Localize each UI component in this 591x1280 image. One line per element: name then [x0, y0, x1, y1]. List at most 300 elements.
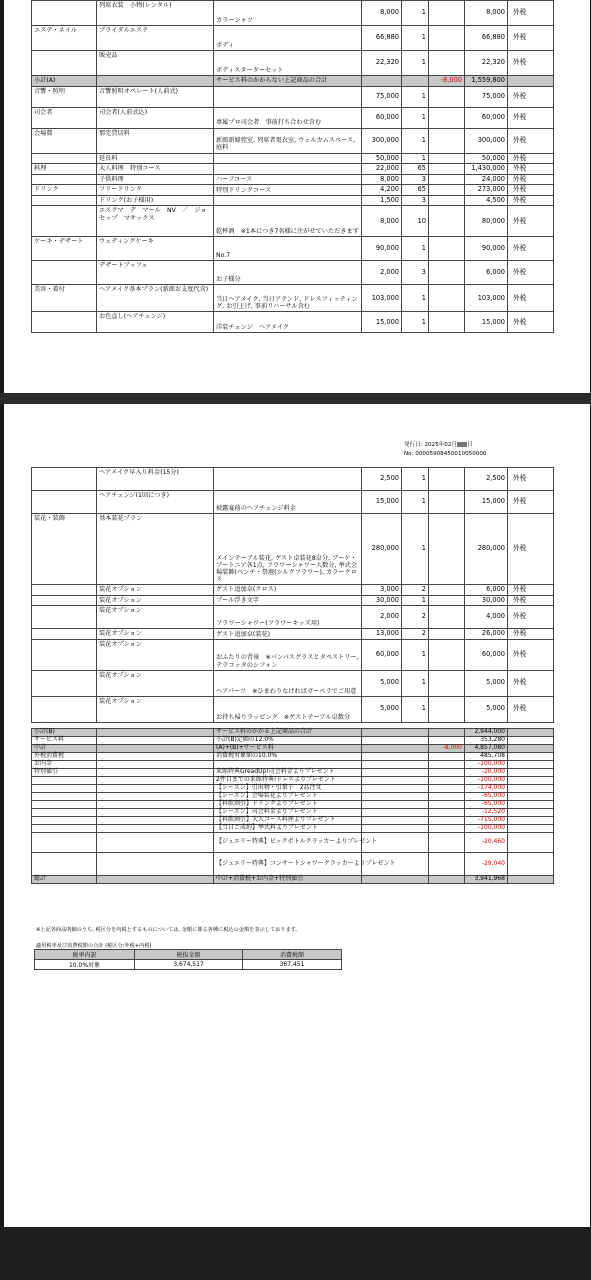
adjustment-cell — [429, 595, 465, 606]
description-cell: 洋装チェンジ ヘアメイク — [214, 312, 362, 333]
summary-spacer-cell — [508, 876, 554, 884]
category-cell — [32, 629, 97, 640]
line-item-row — [32, 261, 554, 285]
summary-adjustment-cell — [429, 817, 465, 825]
quantity-cell: 1 — [402, 237, 429, 261]
tax-type-cell: 外税 — [508, 153, 554, 164]
tax-type-cell: 外税 — [508, 26, 554, 51]
category-cell — [32, 174, 97, 185]
quantity-cell: 1 — [402, 51, 429, 76]
summary-label-cell — [32, 809, 97, 817]
summary-label-cell — [32, 793, 97, 801]
unit-price-cell: 15,000 — [362, 491, 402, 514]
description-cell: サービス料のかからない上記商品の合計 — [214, 76, 362, 87]
summary-row — [32, 753, 554, 761]
quantity-cell: 2 — [402, 629, 429, 640]
description-cell — [214, 86, 362, 107]
summary-amount-cell: -65,000 — [465, 793, 508, 801]
adjustment-cell — [429, 468, 465, 491]
unit-price-cell: 75,000 — [362, 86, 402, 107]
quantity-cell: 1 — [402, 285, 429, 312]
summary-description-cell: 【ジュエリー特典】コンサートシャワークラッカーよりプレゼント — [214, 853, 362, 876]
category-cell: 会場費 — [32, 128, 97, 153]
tax-summary-table — [34, 949, 342, 970]
tax-type-cell: 外税 — [508, 670, 554, 696]
amount-cell: 30,000 — [465, 595, 508, 606]
description-cell: ボディ — [214, 26, 362, 51]
summary-spacer-cell — [97, 801, 214, 809]
quantity-cell: 1 — [402, 86, 429, 107]
line-item-row — [32, 185, 554, 196]
category-cell — [32, 1, 97, 26]
unit-price-cell: 103,000 — [362, 285, 402, 312]
summary-adjustment-cell — [429, 729, 465, 737]
tax-header-rate: 税率内訳 — [35, 950, 135, 960]
summary-description-cell: (A)+(B)+サービス料 — [214, 745, 362, 753]
summary-spacer-cell — [508, 817, 554, 825]
amount-cell: 50,000 — [465, 153, 508, 164]
item-cell: デザートブッフェ — [97, 261, 214, 285]
summary-description-cell: 来館特典GreadUp!司会料金よりプレゼント — [214, 769, 362, 777]
summary-spacer-cell — [508, 853, 554, 876]
description-cell: 当日ヘアメイク, 当日アテンド, ドレスフィッティング, お引上げ, 事前リハーサル含む — [214, 285, 362, 312]
quantity-cell: 1 — [402, 491, 429, 514]
summary-amount-cell: -100,000 — [465, 825, 508, 833]
summary-amount-cell: 353,280 — [465, 737, 508, 745]
amount-cell: 60,000 — [465, 639, 508, 670]
summary-amount-cell: -65,000 — [465, 801, 508, 809]
line-item-row — [32, 629, 554, 640]
summary-adjustment-cell — [429, 825, 465, 833]
line-item-row — [32, 491, 554, 514]
summary-adjustment-cell — [429, 785, 465, 793]
summary-description-cell: 小計(B)定価の12.0% — [214, 737, 362, 745]
summary-spacer-cell — [508, 825, 554, 833]
summary-spacer-cell — [508, 745, 554, 753]
description-cell — [214, 164, 362, 175]
document-number: No: 00005908450010050000 — [404, 450, 487, 457]
unit-price-cell: 22,000 — [362, 164, 402, 175]
line-item-row — [32, 128, 554, 153]
summary-adjustment-cell — [429, 853, 465, 876]
item-cell: 延長料 — [97, 153, 214, 164]
summary-adjustment-cell — [429, 769, 465, 777]
category-cell — [32, 639, 97, 670]
summary-spacer-cell — [508, 769, 554, 777]
unit-price-cell: 60,000 — [362, 639, 402, 670]
summary-spacer-cell — [362, 809, 429, 817]
tax-type-cell: 外税 — [508, 514, 554, 585]
unit-price-cell: 300,000 — [362, 128, 402, 153]
summary-table — [31, 728, 554, 884]
unit-price-cell: 22,320 — [362, 51, 402, 76]
adjustment-cell — [429, 174, 465, 185]
adjustment-cell: -8,000 — [429, 76, 465, 87]
summary-spacer-cell — [97, 785, 214, 793]
unit-price-cell — [362, 76, 402, 87]
line-item-row — [32, 195, 554, 206]
summary-spacer-cell — [97, 745, 214, 753]
item-cell: 大人料理 特別コース — [97, 164, 214, 175]
unit-price-cell: 3,000 — [362, 585, 402, 596]
category-cell — [32, 206, 97, 237]
line-item-row — [32, 670, 554, 696]
summary-spacer-cell — [97, 761, 214, 769]
item-cell: 装花オプション — [97, 670, 214, 696]
summary-row — [32, 876, 554, 884]
category-cell — [32, 585, 97, 596]
summary-spacer-cell — [97, 809, 214, 817]
footnote: ※上記各商品明細のうち, 税区分を内税とするものについては, 金額に係る各種に税込の金額を表示しております。 — [36, 927, 301, 933]
summary-spacer-cell — [508, 737, 554, 745]
item-cell: 装花オプション — [97, 696, 214, 722]
summary-description-cell: サービス料のかかる上記商品の合計 — [214, 729, 362, 737]
summary-spacer-cell — [97, 817, 214, 825]
unit-price-cell: 8,000 — [362, 206, 402, 237]
description-cell: 乾杯酒 ※1本につき7名様に注がせていただきます — [214, 206, 362, 237]
summary-label-cell: 外税消費税 — [32, 753, 97, 761]
item-cell: 音響照明オペレート(人前式) — [97, 86, 214, 107]
description-cell: ヘアパーツ ※ひまわりなければガーベラでご用意 — [214, 670, 362, 696]
summary-spacer-cell — [362, 753, 429, 761]
unit-price-cell: 1,500 — [362, 195, 402, 206]
tax-rate-value: 10.0%対象 — [35, 960, 135, 970]
category-cell: 司会者 — [32, 107, 97, 128]
tax-type-cell: 外税 — [508, 128, 554, 153]
quantity-cell: 3 — [402, 174, 429, 185]
category-cell — [32, 468, 97, 491]
summary-amount-cell: -100,000 — [465, 777, 508, 785]
summary-spacer-cell — [362, 876, 429, 884]
description-cell: 特別ドリンクコース — [214, 185, 362, 196]
summary-adjustment-cell: -8,000 — [429, 745, 465, 753]
item-cell: エスクマ デ マール NV ／ ジョセップ マサックス — [97, 206, 214, 237]
summary-spacer-cell — [508, 729, 554, 737]
amount-cell: 4,500 — [465, 195, 508, 206]
summary-spacer-cell — [508, 753, 554, 761]
quantity-cell: 1 — [402, 696, 429, 722]
line-item-row — [32, 585, 554, 596]
line-item-row — [32, 51, 554, 76]
item-cell: 列席衣装 小物(レンタル) — [97, 1, 214, 26]
quantity-cell: 1 — [402, 1, 429, 26]
unit-price-cell: 30,000 — [362, 595, 402, 606]
summary-spacer-cell — [97, 777, 214, 785]
amount-cell: 273,000 — [465, 185, 508, 196]
summary-spacer-cell — [508, 785, 554, 793]
amount-cell: 1,559,800 — [465, 76, 508, 87]
category-cell — [32, 606, 97, 629]
quantity-cell: 1 — [402, 514, 429, 585]
quantity-cell: 1 — [402, 595, 429, 606]
item-cell — [97, 76, 214, 87]
unit-price-cell: 5,000 — [362, 670, 402, 696]
summary-spacer-cell — [508, 793, 554, 801]
summary-row — [32, 853, 554, 876]
summary-spacer-cell — [362, 793, 429, 801]
amount-cell: 6,000 — [465, 585, 508, 596]
amount-cell: 26,000 — [465, 629, 508, 640]
unit-price-cell: 66,880 — [362, 26, 402, 51]
tax-amount-value: 367,451 — [243, 960, 342, 970]
adjustment-cell — [429, 195, 465, 206]
description-cell: ゲスト追加卓(装花) — [214, 629, 362, 640]
line-item-row — [32, 86, 554, 107]
summary-description-cell: 【料飲割引】大人コース料理よりプレゼント — [214, 817, 362, 825]
invoice-table-page-1 — [31, 0, 554, 333]
tax-summary-title: 適用税率及び消費税額の合計 (税区分:外税+内税) — [36, 943, 152, 949]
description-cell: 披露宴前のヘアチェンジ料金 — [214, 491, 362, 514]
item-cell: 装花オプション — [97, 639, 214, 670]
amount-cell: 280,000 — [465, 514, 508, 585]
summary-spacer-cell — [97, 793, 214, 801]
summary-spacer-cell — [362, 785, 429, 793]
item-cell: 販売品 — [97, 51, 214, 76]
unit-price-cell: 8,000 — [362, 174, 402, 185]
line-item-row — [32, 26, 554, 51]
category-cell: ドリンク — [32, 185, 97, 196]
tax-type-cell: 外税 — [508, 164, 554, 175]
category-cell — [32, 696, 97, 722]
tax-type-cell: 外税 — [508, 107, 554, 128]
summary-label-cell: 小計(B) — [32, 729, 97, 737]
quantity-cell: 1 — [402, 153, 429, 164]
tax-type-cell: 外税 — [508, 185, 554, 196]
summary-label-cell — [32, 801, 97, 809]
summary-amount-cell: -12,520 — [465, 809, 508, 817]
adjustment-cell — [429, 261, 465, 285]
amount-cell: 66,880 — [465, 26, 508, 51]
tax-type-cell: 外税 — [508, 629, 554, 640]
quantity-cell: 3 — [402, 195, 429, 206]
category-cell — [32, 51, 97, 76]
amount-cell: 4,000 — [465, 606, 508, 629]
line-item-row — [32, 606, 554, 629]
item-cell: お色直し(ヘアチェンジ) — [97, 312, 214, 333]
summary-label-cell — [32, 825, 97, 833]
tax-type-cell: 外税 — [508, 206, 554, 237]
line-item-row — [32, 206, 554, 237]
tax-type-cell: 外税 — [508, 639, 554, 670]
quantity-cell: 1 — [402, 26, 429, 51]
tax-type-cell: 外税 — [508, 86, 554, 107]
line-item-row — [32, 468, 554, 491]
unit-price-cell: 4,200 — [362, 185, 402, 196]
amount-cell: 6,000 — [465, 261, 508, 285]
unit-price-cell: 50,000 — [362, 153, 402, 164]
unit-price-cell: 5,000 — [362, 696, 402, 722]
adjustment-cell — [429, 107, 465, 128]
invoice-page-1 — [4, 0, 590, 393]
category-cell — [32, 595, 97, 606]
item-cell: ヘアメイク基本プラン(新郎お支度代含) — [97, 285, 214, 312]
adjustment-cell — [429, 237, 465, 261]
item-cell: 装花オプション — [97, 629, 214, 640]
summary-amount-cell: -174,000 — [465, 785, 508, 793]
amount-cell: 22,320 — [465, 51, 508, 76]
summary-spacer-cell — [97, 833, 214, 853]
adjustment-cell — [429, 86, 465, 107]
adjustment-cell — [429, 128, 465, 153]
summary-adjustment-cell — [429, 833, 465, 853]
unit-price-cell: 60,000 — [362, 107, 402, 128]
quantity-cell: 65 — [402, 164, 429, 175]
summary-spacer-cell — [97, 737, 214, 745]
tax-type-cell: 外税 — [508, 696, 554, 722]
summary-adjustment-cell — [429, 761, 465, 769]
summary-description-cell: 【当日ご成約】挙式料よりプレゼント — [214, 825, 362, 833]
category-cell — [32, 491, 97, 514]
summary-spacer-cell — [508, 777, 554, 785]
adjustment-cell — [429, 1, 465, 26]
description-cell: ハーフコース — [214, 174, 362, 185]
category-cell: 装花・装飾 — [32, 514, 97, 585]
description-cell: 専属プロ司会者 事前打ち合わせ含む — [214, 107, 362, 128]
item-cell: 装花オプション — [97, 585, 214, 596]
description-cell: おふたりの背景 ※パンパスグラスとタペストリー, テラコッタのシフォン — [214, 639, 362, 670]
quantity-cell: 2 — [402, 585, 429, 596]
summary-spacer-cell — [362, 769, 429, 777]
item-cell: 基本装花プラン — [97, 514, 214, 585]
adjustment-cell — [429, 51, 465, 76]
item-cell: ブライダルエステ — [97, 26, 214, 51]
summary-spacer-cell — [362, 761, 429, 769]
item-cell: 那宅貸切料 — [97, 128, 214, 153]
summary-adjustment-cell — [429, 793, 465, 801]
adjustment-cell — [429, 164, 465, 175]
description-cell — [214, 153, 362, 164]
quantity-cell: 1 — [402, 670, 429, 696]
tax-base-value: 3,674,517 — [135, 960, 243, 970]
item-cell: 司会者(人前式込) — [97, 107, 214, 128]
summary-label-cell: 中計 — [32, 745, 97, 753]
quantity-cell: 1 — [402, 639, 429, 670]
summary-adjustment-cell — [429, 801, 465, 809]
line-item-row — [32, 312, 554, 333]
invoice-table-page-2 — [31, 467, 554, 723]
item-cell: ヘアメイク早入り料金(15分) — [97, 468, 214, 491]
issue-info — [404, 441, 486, 458]
category-cell — [32, 153, 97, 164]
unit-price-cell: 2,500 — [362, 468, 402, 491]
category-cell: 音響・照明 — [32, 86, 97, 107]
description-cell: カラーシャツ — [214, 1, 362, 26]
quantity-cell: 1 — [402, 468, 429, 491]
unit-price-cell: 15,000 — [362, 312, 402, 333]
adjustment-cell — [429, 606, 465, 629]
amount-cell: 60,000 — [465, 107, 508, 128]
adjustment-cell — [429, 514, 465, 585]
summary-spacer-cell — [97, 825, 214, 833]
description-cell: 新郎新婦控室, 列席者更衣室, ウェルカムスペース, 庭料 — [214, 128, 362, 153]
summary-spacer-cell — [362, 737, 429, 745]
summary-spacer-cell — [508, 801, 554, 809]
amount-cell: 24,000 — [465, 174, 508, 185]
summary-amount-cell: 4,857,080 — [465, 745, 508, 753]
category-cell: 小計(A) — [32, 76, 97, 87]
line-item-row — [32, 595, 554, 606]
tax-type-cell: 外税 — [508, 237, 554, 261]
tax-type-cell: 外税 — [508, 285, 554, 312]
quantity-cell: 1 — [402, 312, 429, 333]
summary-adjustment-cell — [429, 876, 465, 884]
summary-amount-cell: 485,708 — [465, 753, 508, 761]
page-separator — [0, 393, 591, 404]
summary-description-cell: 【ジュエリー特典】ビックボトルクラッカーよりプレゼント — [214, 833, 362, 853]
summary-spacer-cell — [97, 876, 214, 884]
summary-amount-cell: 2,944,000 — [465, 729, 508, 737]
summary-amount-cell: -20,460 — [465, 833, 508, 853]
amount-cell: 15,000 — [465, 491, 508, 514]
summary-amount-cell: 3,941,968 — [465, 876, 508, 884]
item-cell: 装花オプション — [97, 606, 214, 629]
tax-type-cell — [508, 76, 554, 87]
amount-cell: 80,000 — [465, 206, 508, 237]
amount-cell: 90,000 — [465, 237, 508, 261]
amount-cell: 103,000 — [465, 285, 508, 312]
summary-amount-cell: -715,000 — [465, 817, 508, 825]
tax-header-tax: 消費税額 — [243, 950, 342, 960]
amount-cell: 300,000 — [465, 128, 508, 153]
summary-label-cell: お内金 — [32, 761, 97, 769]
tax-type-cell: 外税 — [508, 595, 554, 606]
adjustment-cell — [429, 185, 465, 196]
line-item-row — [32, 639, 554, 670]
amount-cell: 8,000 — [465, 1, 508, 26]
summary-row — [32, 825, 554, 833]
adjustment-cell — [429, 585, 465, 596]
unit-price-cell: 8,000 — [362, 1, 402, 26]
summary-spacer-cell — [362, 777, 429, 785]
description-cell: No.7 — [214, 237, 362, 261]
amount-cell: 15,000 — [465, 312, 508, 333]
adjustment-cell — [429, 696, 465, 722]
summary-spacer-cell — [362, 729, 429, 737]
summary-row — [32, 745, 554, 753]
adjustment-cell — [429, 312, 465, 333]
tax-type-cell: 外税 — [508, 261, 554, 285]
unit-price-cell: 2,000 — [362, 606, 402, 629]
category-cell: 美容・着付 — [32, 285, 97, 312]
unit-price-cell: 2,000 — [362, 261, 402, 285]
summary-label-cell — [32, 853, 97, 876]
tax-type-cell: 外税 — [508, 51, 554, 76]
adjustment-cell — [429, 206, 465, 237]
invoice-page-2 — [4, 404, 590, 1227]
line-item-row — [32, 514, 554, 585]
quantity-cell: 10 — [402, 206, 429, 237]
amount-cell: 75,000 — [465, 86, 508, 107]
summary-spacer-cell — [97, 729, 214, 737]
quantity-cell: 65 — [402, 185, 429, 196]
description-cell: ボディスターターセット — [214, 51, 362, 76]
summary-spacer-cell — [97, 769, 214, 777]
unit-price-cell: 90,000 — [362, 237, 402, 261]
item-cell: ウェディングケーキ — [97, 237, 214, 261]
description-cell: フラワーシャワー(フラワーキッズ用) — [214, 606, 362, 629]
summary-spacer-cell — [508, 833, 554, 853]
quantity-cell: 1 — [402, 128, 429, 153]
amount-cell: 5,000 — [465, 670, 508, 696]
summary-spacer-cell — [508, 809, 554, 817]
description-cell: メインテーブル装花, ゲスト卓装花8卓分, ブーケ・ブートニア各1点, フラワーシャワー人数分, 挙式会場装飾(ベンチ・祭壇(シルクフラワー), カラークロス — [214, 514, 362, 585]
item-cell: 子供料理 — [97, 174, 214, 185]
category-cell — [32, 312, 97, 333]
tax-type-cell: 外税 — [508, 468, 554, 491]
summary-adjustment-cell — [429, 753, 465, 761]
adjustment-cell — [429, 629, 465, 640]
description-cell — [214, 195, 362, 206]
